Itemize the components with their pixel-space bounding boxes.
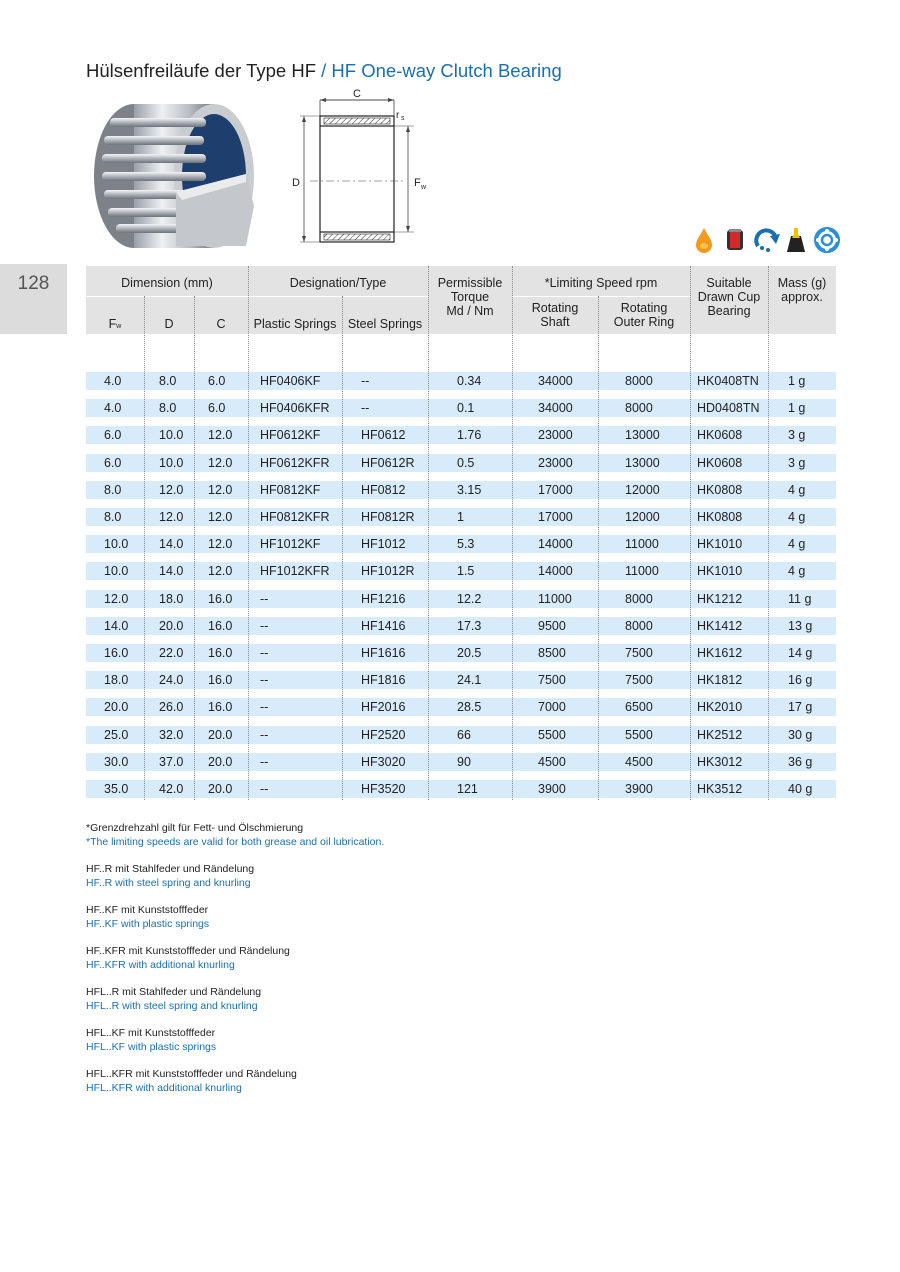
table-cell: 26.0: [159, 700, 184, 715]
table-cell: 6.0: [104, 428, 122, 443]
table-cell: 4 g: [788, 510, 806, 524]
table-cell: 3900: [625, 782, 653, 796]
table-cell: HF0812: [361, 482, 406, 497]
table-cell: 12.0: [208, 564, 233, 579]
table-cell: 5500: [625, 727, 653, 742]
title-separator: /: [316, 60, 332, 81]
table-cell: 7000: [538, 700, 566, 715]
table-cell: 8.0: [159, 374, 177, 388]
footnote-german: HF..R mit Stahlfeder und Rändelung: [86, 863, 255, 875]
table-cell: HF0812KFR: [260, 510, 330, 524]
table-cell: HF3020: [361, 754, 406, 769]
table-cell: 11 g: [788, 591, 812, 606]
title-english: HF One-way Clutch Bearing: [331, 60, 562, 81]
table-cell: 36 g: [788, 754, 813, 769]
table-cell: 12.0: [208, 428, 233, 443]
footnote-english: *The limiting speeds are valid for both grease and oil lubrication.: [86, 836, 385, 848]
table-cell: 7500: [625, 646, 653, 660]
table-cell: HF0612KFR: [260, 455, 330, 470]
footnote: [86, 903, 384, 931]
table-cell: 10.0: [104, 564, 129, 579]
table-row: [86, 726, 836, 744]
table-cell: 8.0: [104, 482, 122, 497]
table-cell: 34000: [538, 374, 573, 388]
footnote-english: HFL..KF with plastic springs: [86, 1041, 217, 1053]
table-cell: HK1010: [697, 537, 743, 552]
table-row: [86, 644, 836, 662]
table-cell: HF0812R: [361, 510, 415, 524]
drawing-label-c: C: [353, 88, 361, 100]
table-cell: 16.0: [208, 700, 233, 715]
table-cell: 20.0: [208, 727, 233, 742]
table-cell: 1 g: [788, 374, 806, 388]
table-cell: 14000: [538, 564, 573, 579]
table-cell: 11000: [625, 537, 659, 552]
table-cell: 1 g: [788, 401, 806, 416]
table-cell: --: [260, 646, 269, 660]
table-cell: 11000: [538, 591, 572, 606]
table-cell: 4.0: [104, 374, 122, 388]
table-cell: 6500: [625, 700, 653, 715]
table-cell: 13000: [625, 455, 660, 470]
table-cell: HK0608: [697, 428, 743, 443]
column-divider: [768, 266, 769, 800]
table-row: [86, 753, 836, 771]
table-row: [86, 535, 836, 553]
table-cell: HF2520: [361, 727, 406, 742]
table-cell: 9500: [538, 618, 566, 633]
table-cell: 16.0: [208, 591, 233, 606]
table-cell: 14000: [538, 537, 573, 552]
table-cell: 17000: [538, 482, 573, 497]
table-cell: 18.0: [159, 591, 184, 606]
feature-icons: [692, 226, 840, 254]
table-cell: --: [260, 782, 269, 796]
footnote-english: HFL..KFR with additional knurling: [86, 1082, 242, 1094]
table-cell: 17000: [538, 510, 573, 524]
table-cell: 0.5: [457, 455, 475, 470]
table-cell: HD0408TN: [697, 401, 760, 416]
table-cell: 8000: [625, 401, 653, 416]
table-cell: 14 g: [788, 646, 813, 660]
bearing-cross-section-drawing: [286, 88, 436, 258]
table-cell: HF3520: [361, 782, 406, 796]
table-cell: 20.0: [208, 782, 233, 796]
table-cell: 4 g: [788, 564, 806, 579]
table-cell: 16.0: [208, 673, 233, 688]
table-cell: 20.0: [159, 618, 184, 633]
table-row: [86, 481, 836, 499]
table-cell: 0.1: [457, 401, 475, 416]
header-fw: Fw: [108, 317, 122, 331]
column-divider: [598, 296, 599, 800]
footnote-english: HF..KF with plastic springs: [86, 918, 210, 930]
page-title: [86, 60, 562, 82]
column-divider: [144, 296, 145, 800]
table-cell: 37.0: [159, 754, 184, 769]
rotation-arrow-icon: [756, 230, 780, 252]
table-cell: HK2010: [697, 700, 743, 715]
table-cell: HK1612: [697, 646, 743, 660]
header-rotating-shaft: Rotating Shaft: [531, 301, 579, 329]
table-cell: 3.15: [457, 482, 482, 497]
table-header: [86, 266, 836, 334]
table-cell: 16.0: [208, 618, 233, 633]
footnote: [86, 985, 384, 1013]
table-cell: HK1412: [697, 618, 743, 633]
table-cell: 20.0: [104, 700, 129, 715]
footnote-english: HF..KFR with additional knurling: [86, 959, 235, 971]
table-cell: 25.0: [104, 727, 129, 742]
footnote-german: HF..KF mit Kunststofffeder: [86, 904, 209, 916]
table-row: [86, 508, 836, 526]
table-cell: 1: [457, 510, 464, 524]
table-cell: 4 g: [788, 537, 806, 552]
table-cell: 12.2: [457, 591, 482, 606]
table-cell: --: [361, 374, 370, 388]
footnote: [86, 862, 384, 890]
table-cell: 10.0: [104, 537, 129, 552]
column-divider: [690, 266, 691, 800]
table-cell: 23000: [538, 428, 573, 443]
table-cell: HF2016: [361, 700, 406, 715]
footnote-german: HFL..KF mit Kunststofffeder: [86, 1027, 216, 1039]
table-cell: 14.0: [159, 537, 184, 552]
table-cell: 14.0: [159, 564, 184, 579]
table-cell: 23000: [538, 455, 573, 470]
table-cell: HF1012: [361, 537, 406, 552]
table-cell: 12.0: [208, 455, 233, 470]
footnote-german: HFL..KFR mit Kunststofffeder und Rändelung: [86, 1068, 297, 1080]
header-designation: Designation/Type: [289, 276, 387, 290]
seal-cup-icon: [727, 229, 743, 250]
table-cell: 6.0: [208, 374, 226, 388]
table-row: [86, 780, 836, 798]
table-cell: HF1616: [361, 646, 406, 660]
table-cell: 5500: [538, 727, 566, 742]
table-cell: 24.1: [457, 673, 482, 688]
table-cell: 12.0: [208, 482, 233, 497]
drawing-label-d: D: [292, 177, 300, 189]
table-cell: 12.0: [104, 591, 129, 606]
table-cell: 5.3: [457, 537, 475, 552]
header-drawn-cup: Suitable Drawn Cup Bearing: [697, 276, 761, 318]
table-cell: 8500: [538, 646, 566, 660]
drawing-label-rs: r: [396, 110, 400, 121]
footnote: [86, 944, 384, 972]
table-cell: HK0408TN: [697, 374, 759, 388]
table-cell: 16.0: [104, 646, 129, 660]
page-number: 128: [17, 273, 50, 294]
header-dimension: Dimension (mm): [121, 276, 213, 290]
table-cell: 7500: [625, 673, 653, 688]
table-cell: HK3012: [697, 754, 743, 769]
header-limiting-speed: *Limiting Speed rpm: [544, 276, 658, 290]
table-cell: HF0406KFR: [260, 401, 330, 416]
header-d: D: [164, 317, 174, 331]
table-cell: 12000: [625, 482, 660, 497]
table-cell: 121: [457, 782, 478, 796]
header-rotating-outer-ring: Rotating Outer Ring: [613, 301, 675, 329]
table-cell: 13 g: [788, 618, 813, 633]
footnote-english: HF..R with steel spring and knurling: [86, 877, 251, 889]
table-cell: --: [260, 673, 269, 688]
table-cell: HF1216: [361, 591, 406, 606]
footnotes: [86, 821, 384, 1108]
table-row: [86, 590, 836, 608]
table-cell: 22.0: [159, 646, 184, 660]
table-cell: 90: [457, 754, 471, 769]
table-cell: HF1012KFR: [260, 564, 330, 579]
table-cell: HF0612R: [361, 455, 415, 470]
header-torque: Permissible Torque Md / Nm: [437, 276, 503, 318]
table-row: [86, 562, 836, 580]
table-cell: HK0808: [697, 510, 743, 524]
header-plastic-springs: Plastic Springs: [253, 317, 337, 331]
table-cell: --: [260, 591, 269, 606]
table-cell: 12.0: [159, 482, 184, 497]
table-row: [86, 372, 836, 390]
table-cell: --: [260, 700, 269, 715]
footnote-german: HFL..R mit Stahlfeder und Rändelung: [86, 986, 262, 998]
table-cell: 4500: [538, 754, 566, 769]
table-cell: 18.0: [104, 673, 129, 688]
table-cell: 42.0: [159, 782, 184, 796]
table-row: [86, 671, 836, 689]
column-divider: [342, 296, 343, 800]
header-c: C: [216, 317, 226, 331]
header-steel-springs: Steel Springs: [347, 317, 423, 331]
table-cell: 6.0: [208, 401, 226, 416]
table-cell: --: [361, 401, 370, 416]
table-cell: 20.5: [457, 646, 482, 660]
table-cell: 10.0: [159, 428, 184, 443]
weight-icon: [787, 228, 805, 252]
table-cell: 1.5: [457, 564, 475, 579]
table-cell: --: [260, 754, 269, 769]
table-cell: HK1812: [697, 673, 743, 688]
footnote-german: HF..KFR mit Kunststofffeder und Rändelung: [86, 945, 290, 957]
table-cell: 8000: [625, 618, 653, 633]
table-cell: 3 g: [788, 428, 806, 443]
table-cell: HF0612KF: [260, 428, 321, 443]
table-cell: HK1010: [697, 564, 743, 579]
table-cell: 28.5: [457, 700, 482, 715]
table-cell: --: [260, 618, 269, 633]
table-cell: 30 g: [788, 727, 813, 742]
column-divider: [512, 266, 513, 800]
table-cell: 10.0: [159, 455, 184, 470]
table-cell: HK3512: [697, 782, 743, 796]
table-cell: HF0812KF: [260, 482, 321, 497]
table-row: [86, 399, 836, 417]
table-row: [86, 426, 836, 444]
title-german: Hülsenfreiläufe der Type HF: [86, 60, 316, 81]
table-cell: 17 g: [788, 700, 813, 715]
table-cell: 8000: [625, 374, 653, 388]
table-cell: 34000: [538, 401, 573, 416]
table-cell: 4 g: [788, 482, 806, 497]
table-cell: 8.0: [104, 510, 122, 524]
table-cell: 8000: [625, 591, 653, 606]
table-cell: 32.0: [159, 727, 184, 742]
footnote: [86, 821, 384, 849]
table-cell: HF0406KF: [260, 374, 321, 388]
table-row: [86, 617, 836, 635]
table-cell: HF1012R: [361, 564, 415, 579]
table-cell: HF1012KF: [260, 537, 321, 552]
table-cell: HK2512: [697, 727, 743, 742]
table-cell: 12.0: [159, 510, 184, 524]
table-cell: 4.0: [104, 401, 122, 416]
table-cell: HK0808: [697, 482, 743, 497]
table-cell: 12.0: [208, 537, 233, 552]
footnote-english: HFL..R with steel spring and knurling: [86, 1000, 258, 1012]
drawing-label-fw-sub: w: [421, 184, 427, 191]
bearing-photo: [86, 96, 256, 256]
table-row: [86, 454, 836, 472]
table-row: [86, 698, 836, 716]
table-cell: 14.0: [104, 618, 129, 633]
table-cell: 30.0: [104, 754, 129, 769]
table-cell: --: [260, 727, 269, 742]
header-mass: Mass (g) approx.: [777, 276, 827, 304]
table-cell: 7500: [538, 673, 566, 688]
table-cell: 6.0: [104, 455, 122, 470]
table-cell: HF1416: [361, 618, 406, 633]
column-divider: [194, 296, 195, 800]
table-cell: 17.3: [457, 618, 482, 633]
table-cell: 13000: [625, 428, 660, 443]
table-cell: 20.0: [208, 754, 233, 769]
drawing-label-fw: F: [414, 177, 421, 189]
table-cell: 40 g: [788, 782, 813, 796]
table-cell: HF1816: [361, 673, 406, 688]
table-cell: 16.0: [208, 646, 233, 660]
page-number-tab: [0, 264, 67, 334]
table-cell: 24.0: [159, 673, 184, 688]
table-cell: 16 g: [788, 673, 813, 688]
table-cell: 3900: [538, 782, 566, 796]
table-cell: 0.34: [457, 374, 482, 388]
drawing-label-rs-sub: s: [401, 115, 405, 122]
table-cell: HF0612: [361, 428, 406, 443]
table-cell: 12000: [625, 510, 660, 524]
table-cell: HK0608: [697, 455, 743, 470]
table-cell: 8.0: [159, 401, 177, 416]
table-cell: 35.0: [104, 782, 129, 796]
table-cell: 66: [457, 727, 471, 742]
column-divider: [428, 266, 429, 800]
table-cell: 11000: [625, 564, 659, 579]
table-cell: HK1212: [697, 591, 743, 606]
table-cell: 1.76: [457, 428, 482, 443]
table-cell: 4500: [625, 754, 653, 769]
bearing-ring-icon: [816, 229, 838, 251]
table-cell: 3 g: [788, 455, 806, 470]
column-divider: [248, 266, 249, 800]
oil-drop-icon: [696, 228, 712, 253]
footnote: [86, 1067, 384, 1095]
footnote-german: *Grenzdrehzahl gilt für Fett- und Ölschmierung: [86, 822, 304, 834]
table-cell: 12.0: [208, 510, 233, 524]
footnote: [86, 1026, 384, 1054]
